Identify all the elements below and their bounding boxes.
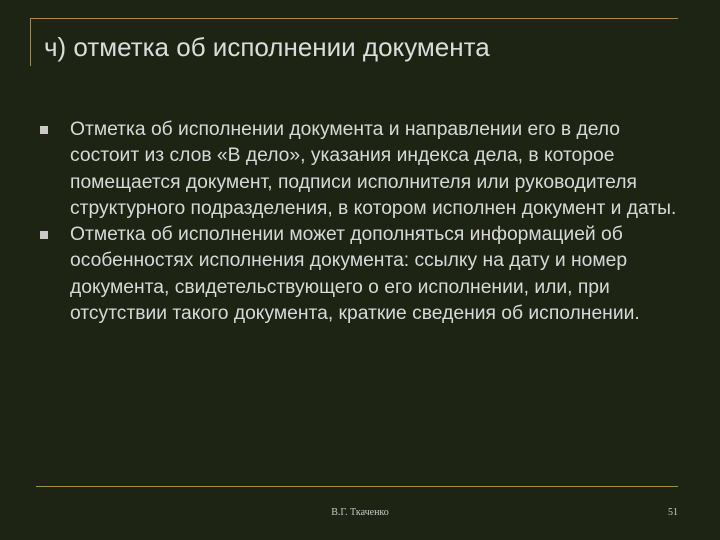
title-rule-horizontal — [30, 18, 678, 19]
square-bullet-icon — [40, 231, 48, 239]
bullet-text: Отметка об исполнении может дополняться информацией об особенностях исполнения документа: ссылку на дату и номер документа, свидетельствующего о его исполнении, или, при отсутствии такого документа, краткие сведения об исполнении. — [70, 224, 640, 325]
bullet-item — [40, 222, 680, 327]
title-rule-vertical — [30, 18, 31, 66]
footer-rule — [36, 486, 678, 487]
bullet-item — [40, 117, 680, 222]
bullet-text: Отметка об исполнении документа и направлении его в дело состоит из слов «В дело», указания индекса дела, в которое помещается документ, подписи исполнителя или руководителя структурного подразделения, в котором исполнен документ и даты. — [70, 119, 677, 219]
footer-author: В.Г. Ткаченко — [331, 507, 389, 518]
page-number: 51 — [668, 507, 678, 518]
bullet-list — [40, 117, 680, 327]
slide-title: ч) отметка об исполнении документа — [44, 32, 490, 62]
square-bullet-icon — [40, 126, 48, 134]
